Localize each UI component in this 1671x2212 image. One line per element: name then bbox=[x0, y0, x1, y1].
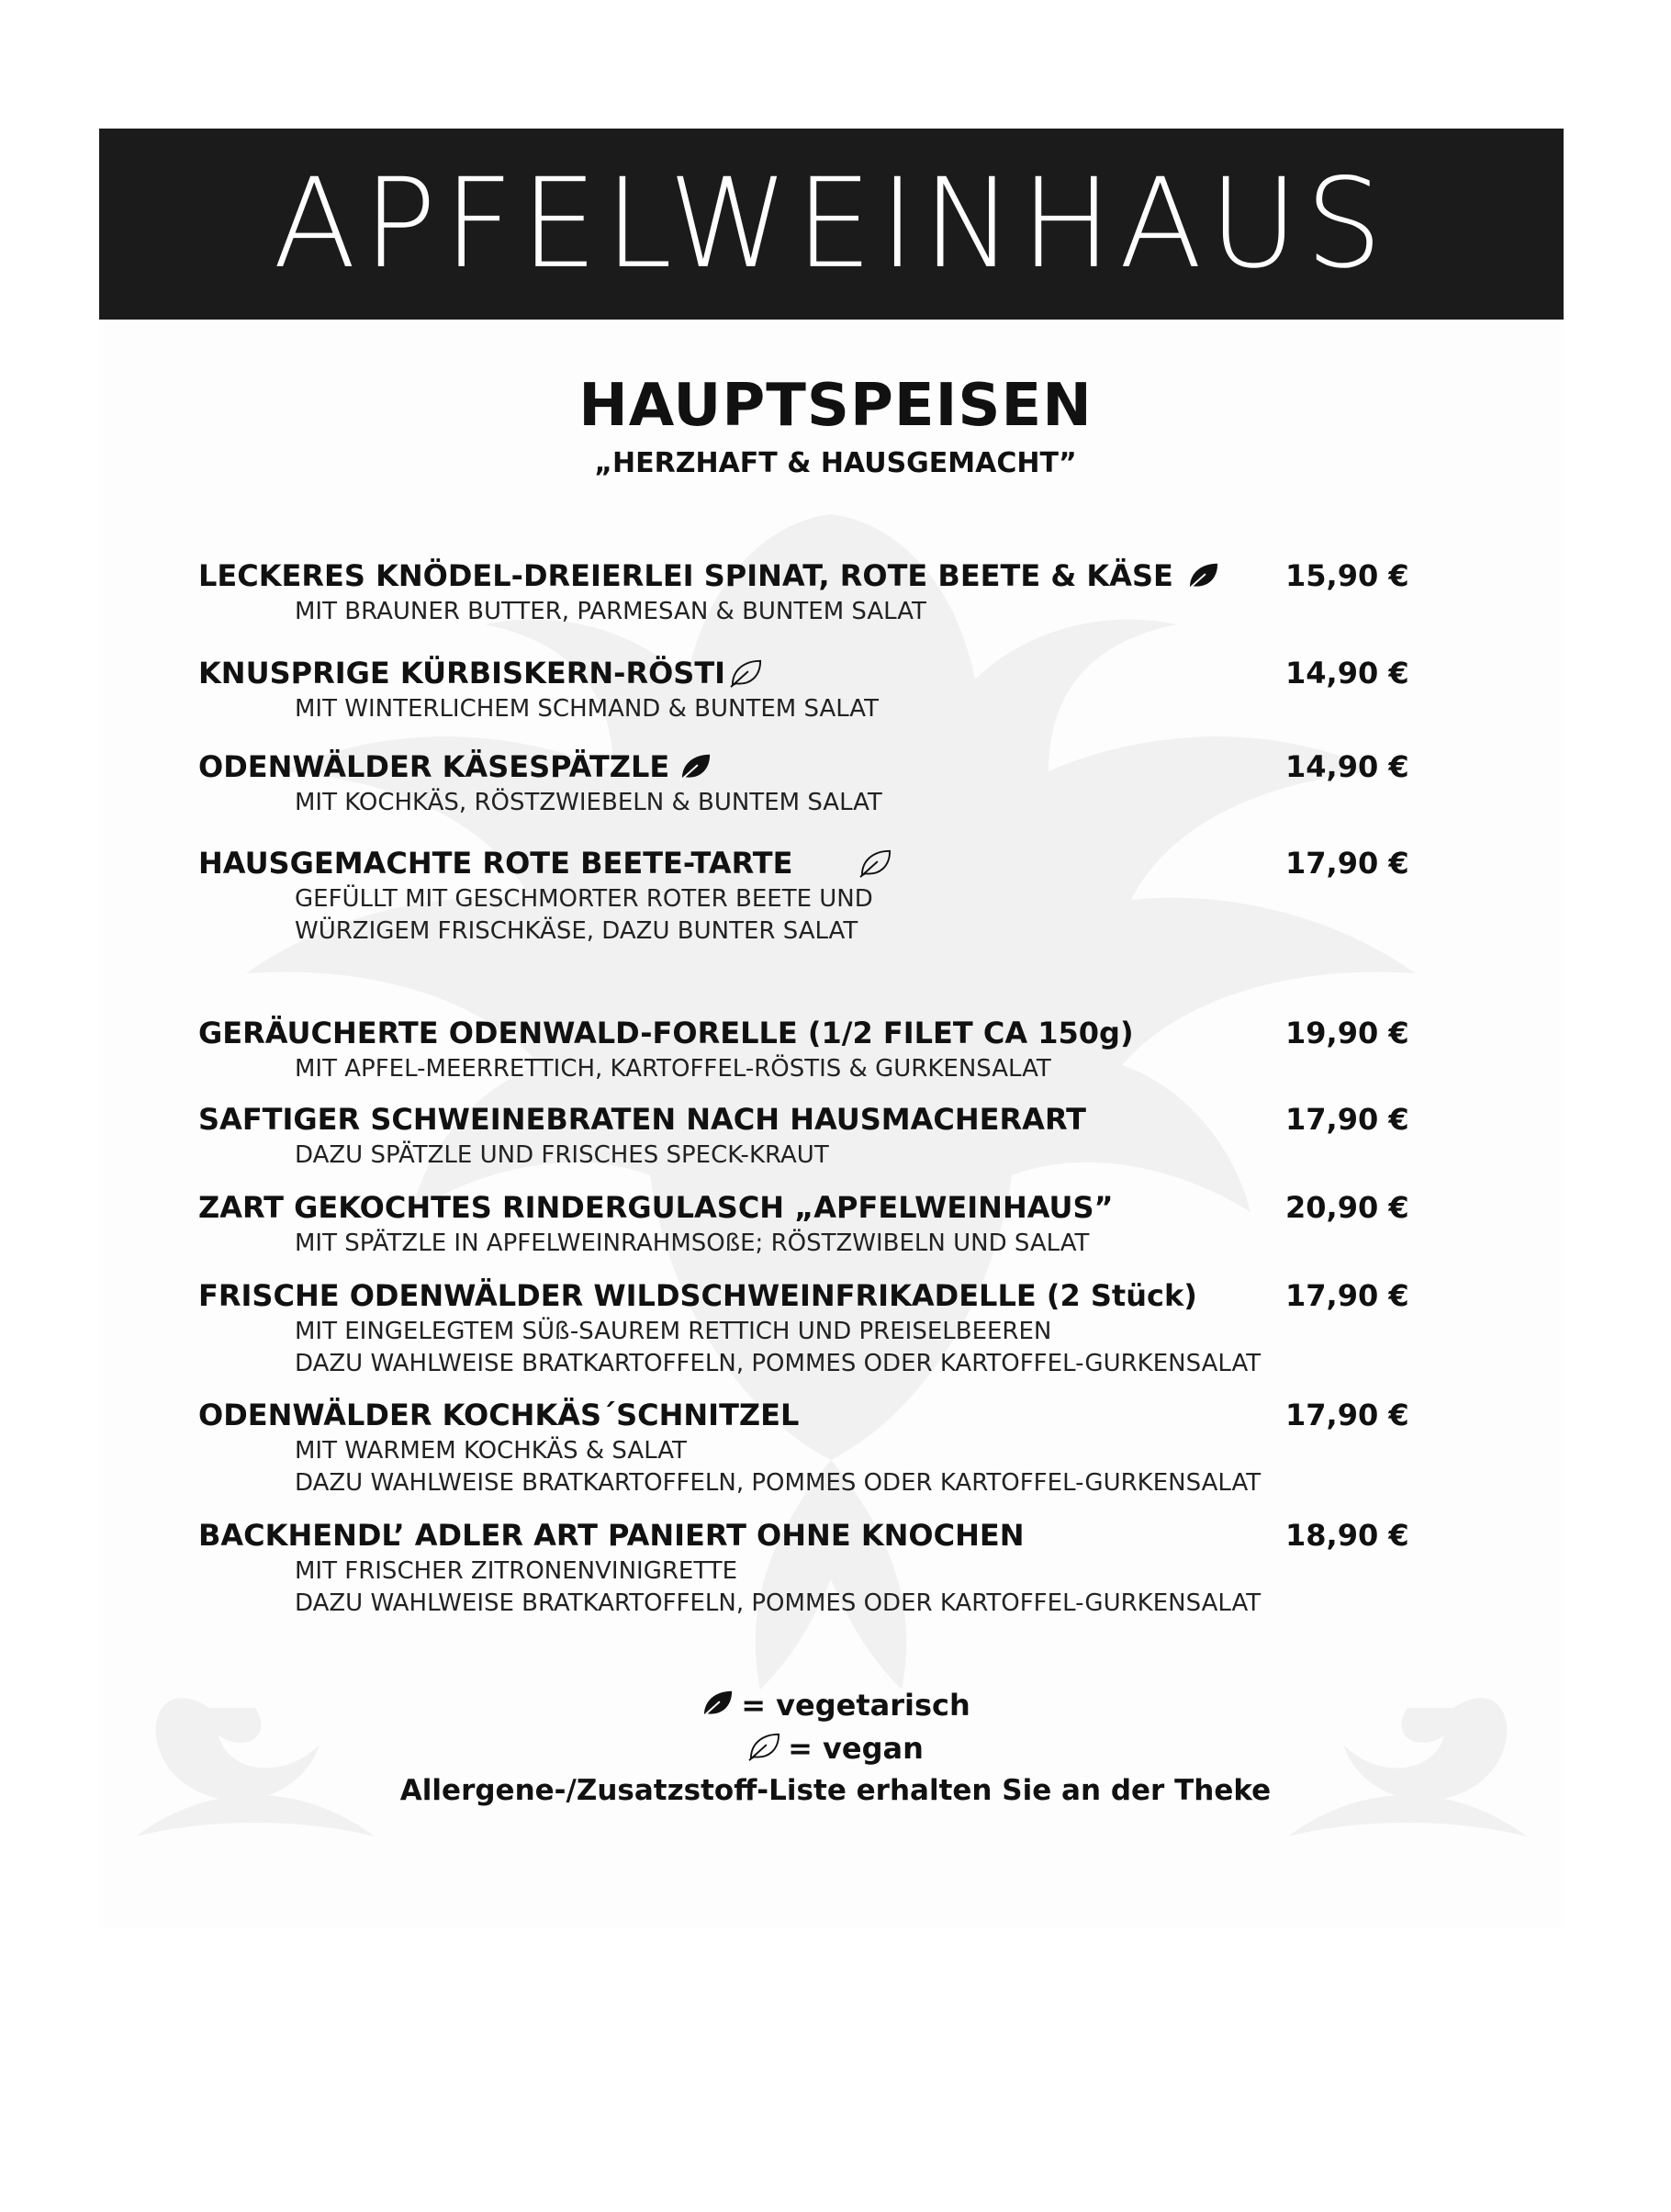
vegan-leaf-icon bbox=[747, 1731, 782, 1762]
dish-description-line-2: DAZU WAHLWEISE BRATKARTOFFELN, POMMES ODER KARTOFFEL-GURKENSALAT bbox=[295, 1589, 1262, 1617]
menu-item bbox=[198, 1013, 1429, 1085]
menu-item bbox=[198, 653, 1429, 725]
dish-name: ODENWÄLDER KOCHKÄS´SCHNITZEL bbox=[198, 1398, 800, 1432]
vegan-leaf-icon bbox=[858, 848, 893, 879]
dish-price: 17,90 € bbox=[1285, 1102, 1409, 1137]
dish-price: 15,90 € bbox=[1285, 558, 1409, 593]
dish-description: MIT EINGELEGTEM SÜß-SAUREM RETTICH UND PREISELBEEREN bbox=[295, 1318, 1052, 1345]
vegetarian-leaf-icon bbox=[678, 751, 713, 782]
dish-price: 14,90 € bbox=[1285, 749, 1409, 784]
dish-name: GERÄUCHERTE ODENWALD-FORELLE (1/2 FILET CA 150g) bbox=[198, 1016, 1134, 1050]
menu-item bbox=[198, 1099, 1429, 1172]
legend-vegan bbox=[0, 1731, 1671, 1766]
dish-name bbox=[198, 558, 1221, 593]
brand-logo: APFELWEINHAUS bbox=[273, 152, 1390, 297]
dish-price: 17,90 € bbox=[1285, 846, 1409, 881]
dish-price: 17,90 € bbox=[1285, 1398, 1409, 1432]
dish-name-text: LECKERES KNÖDEL-DREIERLEI SPINAT, ROTE BEETE & KÄSE bbox=[198, 558, 1173, 593]
vegetarian-leaf-icon bbox=[1186, 560, 1221, 591]
dish-description: MIT APFEL-MEERRETTICH, KARTOFFEL-RÖSTIS & GURKENSALAT bbox=[295, 1055, 1051, 1083]
dish-description: MIT BRAUNER BUTTER, PARMESAN & BUNTEM SALAT bbox=[295, 598, 926, 625]
dish-price: 19,90 € bbox=[1285, 1016, 1409, 1050]
menu-item bbox=[198, 1395, 1429, 1499]
menu-item bbox=[198, 1515, 1429, 1620]
dish-price: 14,90 € bbox=[1285, 656, 1409, 691]
dish-price: 17,90 € bbox=[1285, 1278, 1409, 1313]
dish-name bbox=[198, 749, 713, 784]
dish-description-line-2: DAZU WAHLWEISE BRATKARTOFFELN, POMMES ODER KARTOFFEL-GURKENSALAT bbox=[295, 1469, 1262, 1497]
page-subtitle: „HERZHAFT & HAUSGEMACHT” bbox=[594, 447, 1077, 479]
dish-name: FRISCHE ODENWÄLDER WILDSCHWEINFRIKADELLE (2 Stück) bbox=[198, 1278, 1197, 1313]
dish-description: MIT SPÄTZLE IN APFELWEINRAHMSOßE; RÖSTZWIBELN UND SALAT bbox=[295, 1230, 1090, 1257]
dish-description: MIT WINTERLICHEM SCHMAND & BUNTEM SALAT bbox=[295, 695, 879, 723]
legend-vegetarian-label: = vegetarisch bbox=[741, 1688, 970, 1723]
dish-name-text: HAUSGEMACHTE ROTE BEETE-TARTE bbox=[198, 846, 793, 881]
dish-description: GEFÜLLT MIT GESCHMORTER ROTER BEETE UND bbox=[295, 885, 873, 913]
dish-description: MIT KOCHKÄS, RÖSTZWIEBELN & BUNTEM SALAT bbox=[295, 789, 882, 816]
dish-name: BACKHENDL’ ADLER ART PANIERT OHNE KNOCHEN bbox=[198, 1518, 1025, 1553]
header-banner bbox=[99, 129, 1564, 320]
dish-description-line-2: DAZU WAHLWEISE BRATKARTOFFELN, POMMES ODER KARTOFFEL-GURKENSALAT bbox=[295, 1350, 1262, 1377]
legend-vegetarian bbox=[0, 1688, 1671, 1723]
menu-item bbox=[198, 1275, 1429, 1380]
dish-name: ZART GEKOCHTES RINDERGULASCH „APFELWEINHAUS” bbox=[198, 1190, 1114, 1225]
dish-name-text: KNUSPRIGE KÜRBISKERN-RÖSTI bbox=[198, 656, 726, 691]
legend-vegan-label: = vegan bbox=[788, 1731, 924, 1766]
vegetarian-leaf-icon bbox=[701, 1688, 735, 1719]
vegan-leaf-icon bbox=[729, 657, 764, 689]
dish-name bbox=[198, 846, 893, 881]
dish-description: MIT FRISCHER ZITRONENVINIGRETTE bbox=[295, 1557, 738, 1585]
dish-name-text: ODENWÄLDER KÄSESPÄTZLE bbox=[198, 749, 670, 784]
menu-item bbox=[198, 1187, 1429, 1260]
menu-item bbox=[198, 843, 1429, 948]
dish-description-line-2: WÜRZIGEM FRISCHKÄSE, DAZU BUNTER SALAT bbox=[295, 917, 858, 945]
menu-item bbox=[198, 556, 1429, 628]
dish-description: DAZU SPÄTZLE UND FRISCHES SPECK-KRAUT bbox=[295, 1141, 829, 1169]
dish-name: SAFTIGER SCHWEINEBRATEN NACH HAUSMACHERART bbox=[198, 1102, 1086, 1137]
page-title: HAUPTSPEISEN bbox=[578, 372, 1093, 440]
allergen-note: Allergene-/Zusatzstoff-Liste erhalten Sie an der Theke bbox=[399, 1774, 1272, 1807]
dish-name bbox=[198, 656, 764, 691]
dish-price: 18,90 € bbox=[1285, 1518, 1409, 1553]
dish-description: MIT WARMEM KOCHKÄS & SALAT bbox=[295, 1437, 687, 1465]
menu-item bbox=[198, 747, 1429, 819]
dish-price: 20,90 € bbox=[1285, 1190, 1409, 1225]
